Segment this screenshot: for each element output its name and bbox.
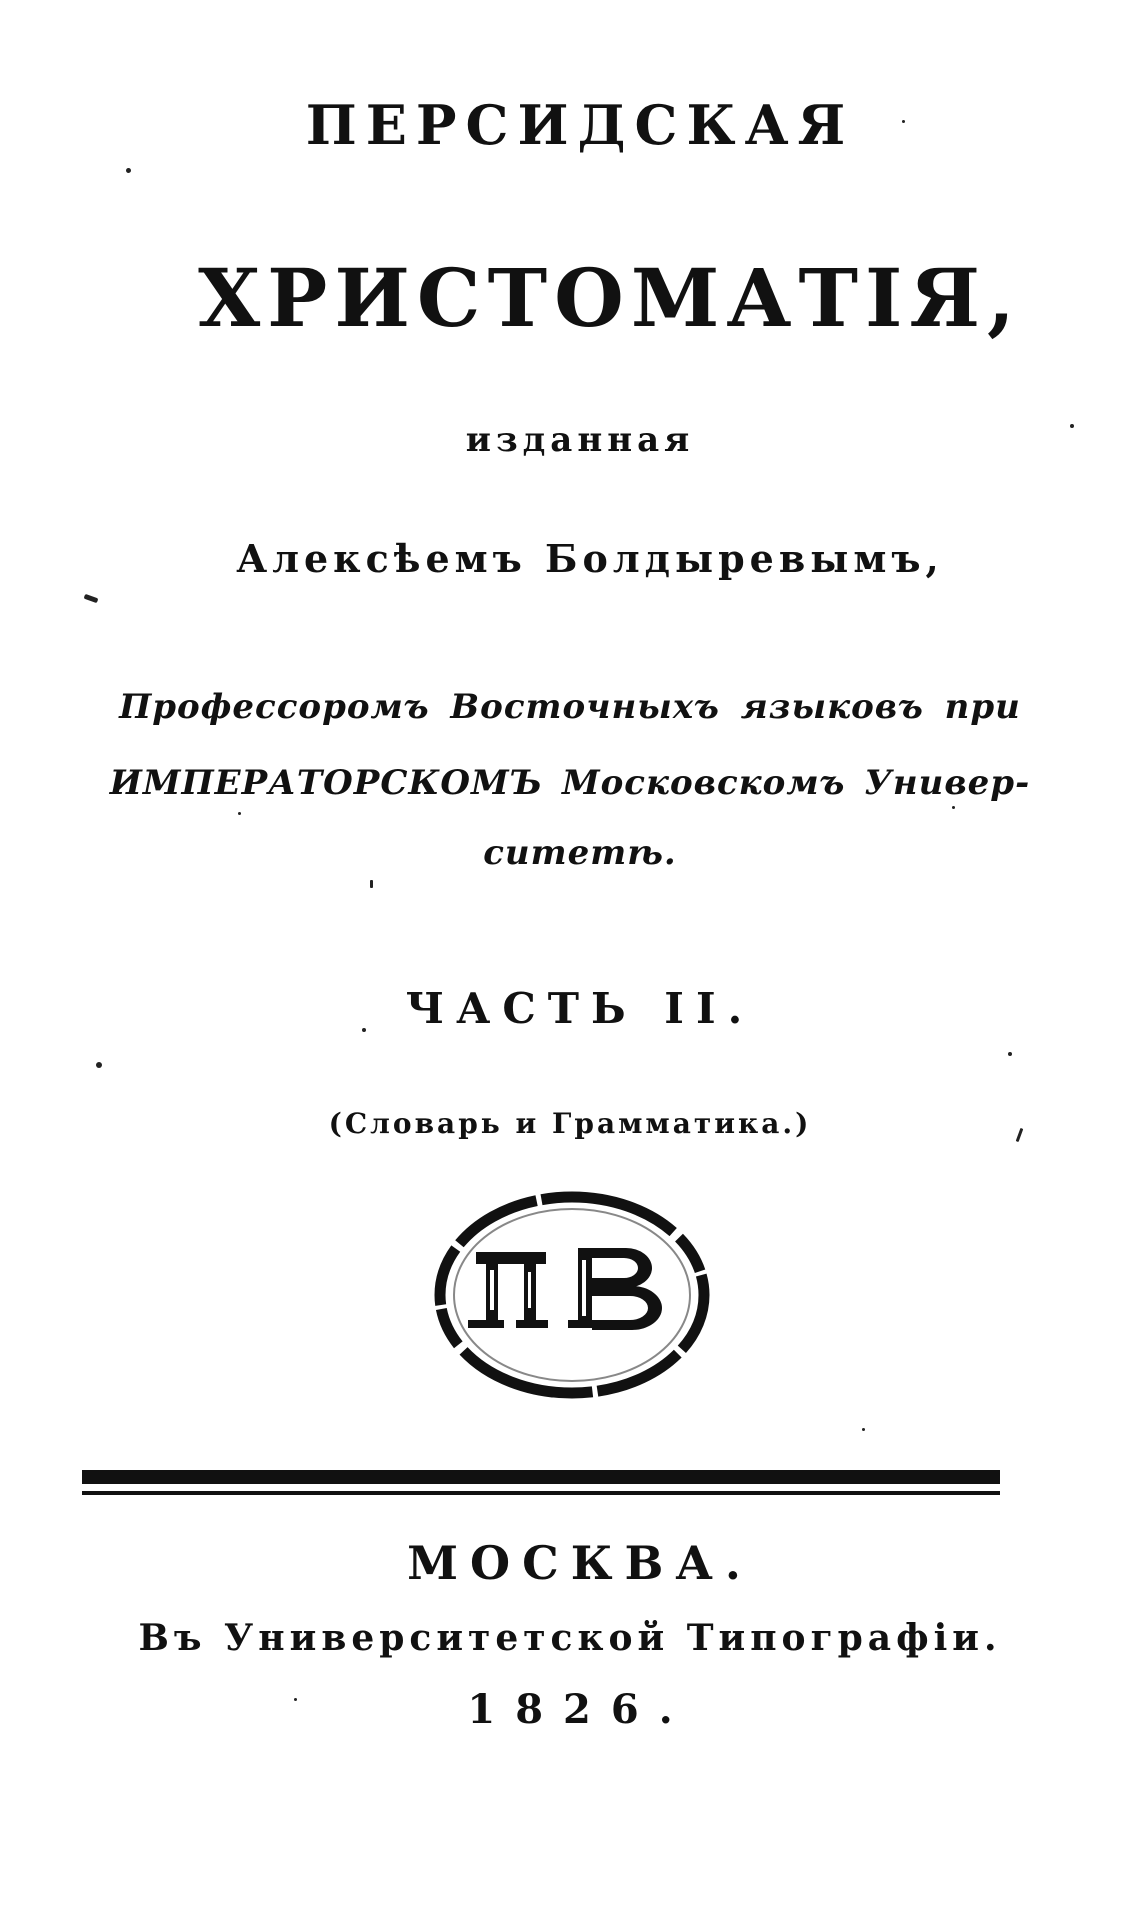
author-position-line-2: ИМПЕРАТОРСКОМЪ Московскомъ Универ-: [109, 763, 1031, 803]
part-subtitle: (Словарь и Грамматика.): [328, 1107, 812, 1140]
library-stamp-icon: [428, 1180, 716, 1410]
imprint-press: Въ Университетской Типографіи.: [138, 1617, 1002, 1659]
title-line-1: ПЕРСИДСКАЯ: [305, 93, 855, 157]
print-speck: [238, 812, 241, 815]
author-position-line-1: Профессоромъ Восточныхъ языковъ при: [119, 687, 1021, 727]
print-speck: [952, 806, 955, 809]
print-speck: [1070, 424, 1074, 428]
divider-thin: [82, 1491, 1000, 1495]
part-number: ЧАСТЬ II.: [405, 984, 755, 1033]
print-speck: [126, 168, 131, 173]
print-speck: [362, 1028, 366, 1032]
title-line-2: ХРИСТОМАТІЯ,: [198, 251, 1022, 345]
imprint-year: 1826.: [467, 1686, 693, 1733]
edited-by: изданная: [465, 420, 695, 460]
print-speck: [294, 1698, 297, 1701]
print-speck: [370, 880, 373, 888]
imprint-city: МОСКВА.: [407, 1536, 753, 1590]
divider-thick: [82, 1470, 1000, 1484]
author-position-line-3: ситетѣ.: [483, 833, 677, 873]
print-speck: [84, 594, 99, 603]
print-speck: [862, 1428, 865, 1431]
print-speck: [902, 120, 905, 123]
author-name: Алексѣемъ Болдыревымъ,: [236, 536, 944, 581]
print-speck: [96, 1062, 102, 1068]
print-speck: [1008, 1052, 1012, 1056]
